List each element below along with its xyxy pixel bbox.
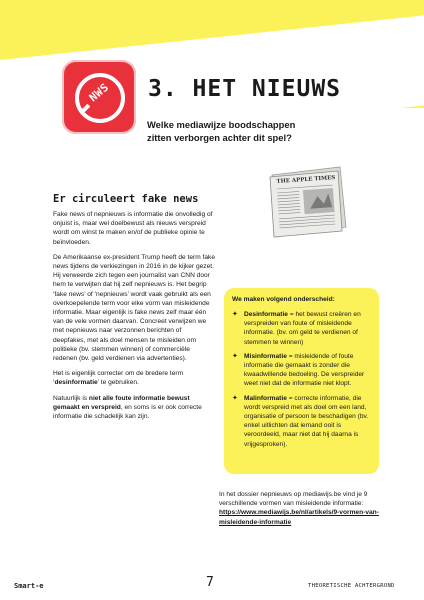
page-subtitle: Welke mediawijze boodschappen zitten verborgen achter dit spel? [147, 119, 296, 143]
reference-note: In het dossier nepnieuws op mediawijs.be vind je 9 verschillende vormen van misleidende informatie: https://www.mediawijs.be/nl/artikels/9-vormen-van-misleidende-informatie [219, 491, 379, 526]
body-paragraph: Fake news of nepnieuws is informatie die onvolledig of onjuist is, maar wel doelbewust als nieuws verspreid wordt om winst te maken en/of de publieke opinie te beïnvloeden. [53, 211, 213, 246]
callout-heading: We maken volgend onderscheid: [232, 296, 335, 303]
diamond-bullet-icon: ✦ [232, 352, 238, 360]
emphasis-text: niet alle foute informatie bewust gemaakt en verspreid [53, 394, 190, 411]
body-paragraph: De Amerikaanse ex-president Trump heeft de term fake news tijdens de verkiezingen in 2016 in de kijker gezet. Hij verweerde zich tegen een journalist van CNN door hem te verwijten dat hij zelf nepnieuws is. Het begrip ‘fake news’ of ‘nepnieuws’ wordt vaak gebruikt als een overkoepelende term voor elke vorm van misleidende informatie. Maar eigenlijk is fake news zelf maar één van de vele vormen daarvan. Concreet verwijzen we met nepnieuws naar verzonnen berichten of deepfakes, met als doel mensen te misleiden om politieke (bv. stemmen winnen) of commerciële redenen (bv. geld verdienen via advertenties). [53, 253, 215, 363]
newspaper-masthead: THE APPLE TIMES [276, 174, 336, 186]
definition-list [232, 310, 372, 454]
mediawijs-link[interactable]: https://www.mediawijs.be/nl/artikels/9-vormen-van-misleidende-informatie [219, 509, 379, 526]
app-icon-label: NWS [86, 80, 112, 105]
section-heading: Er circuleert fake news [53, 193, 199, 205]
definition-item: ✦ Malinformatie = correcte informatie, die wordt verspreid met als doel om een land, organisatie of persoon te beschadigen (bv. enkel uitlichten dat iemand ooit is veroordeeld, maar niet dat hij daarna is vrijgesproken). [232, 394, 369, 448]
page-number: 7 [206, 575, 214, 590]
footer-brand: Smart-e [14, 582, 44, 590]
definition-item: ✦ Misinformatie = misleidende of foute informatie die gemaakt is zonder die kwaadwillende bedoeling. De verspreider weet niet dat de informatie niet klopt. [232, 352, 365, 388]
definition-item: ✦ Desinformatie = het bewust creëren en verspreiden van foute of misleidende informatie. (bv. om geld te verdienen of stemmen te winnen) [232, 311, 361, 346]
diamond-bullet-icon: ✦ [232, 311, 238, 318]
diamond-bullet-icon: ✦ [232, 394, 238, 402]
body-paragraph: Het is eigenlijk correcter om de bredere term ‘desinformatie’ te gebruiken. [53, 370, 184, 387]
callout-box [224, 288, 379, 474]
footer-section-label: THEORETISCHE ACHTERGROND [308, 583, 395, 589]
page-title: 3. HET NIEUWS [148, 76, 342, 102]
newspaper-illustration [266, 165, 348, 241]
term-desinformatie: desinformatie [54, 379, 98, 387]
body-text-column [53, 210, 215, 427]
body-paragraph: Natuurlijk is niet alle foute informatie bewust gemaakt en verspreid, en soms is er ook correcte informatie die schadelijk kan zijn. [53, 394, 202, 421]
news-app-icon [62, 60, 136, 134]
